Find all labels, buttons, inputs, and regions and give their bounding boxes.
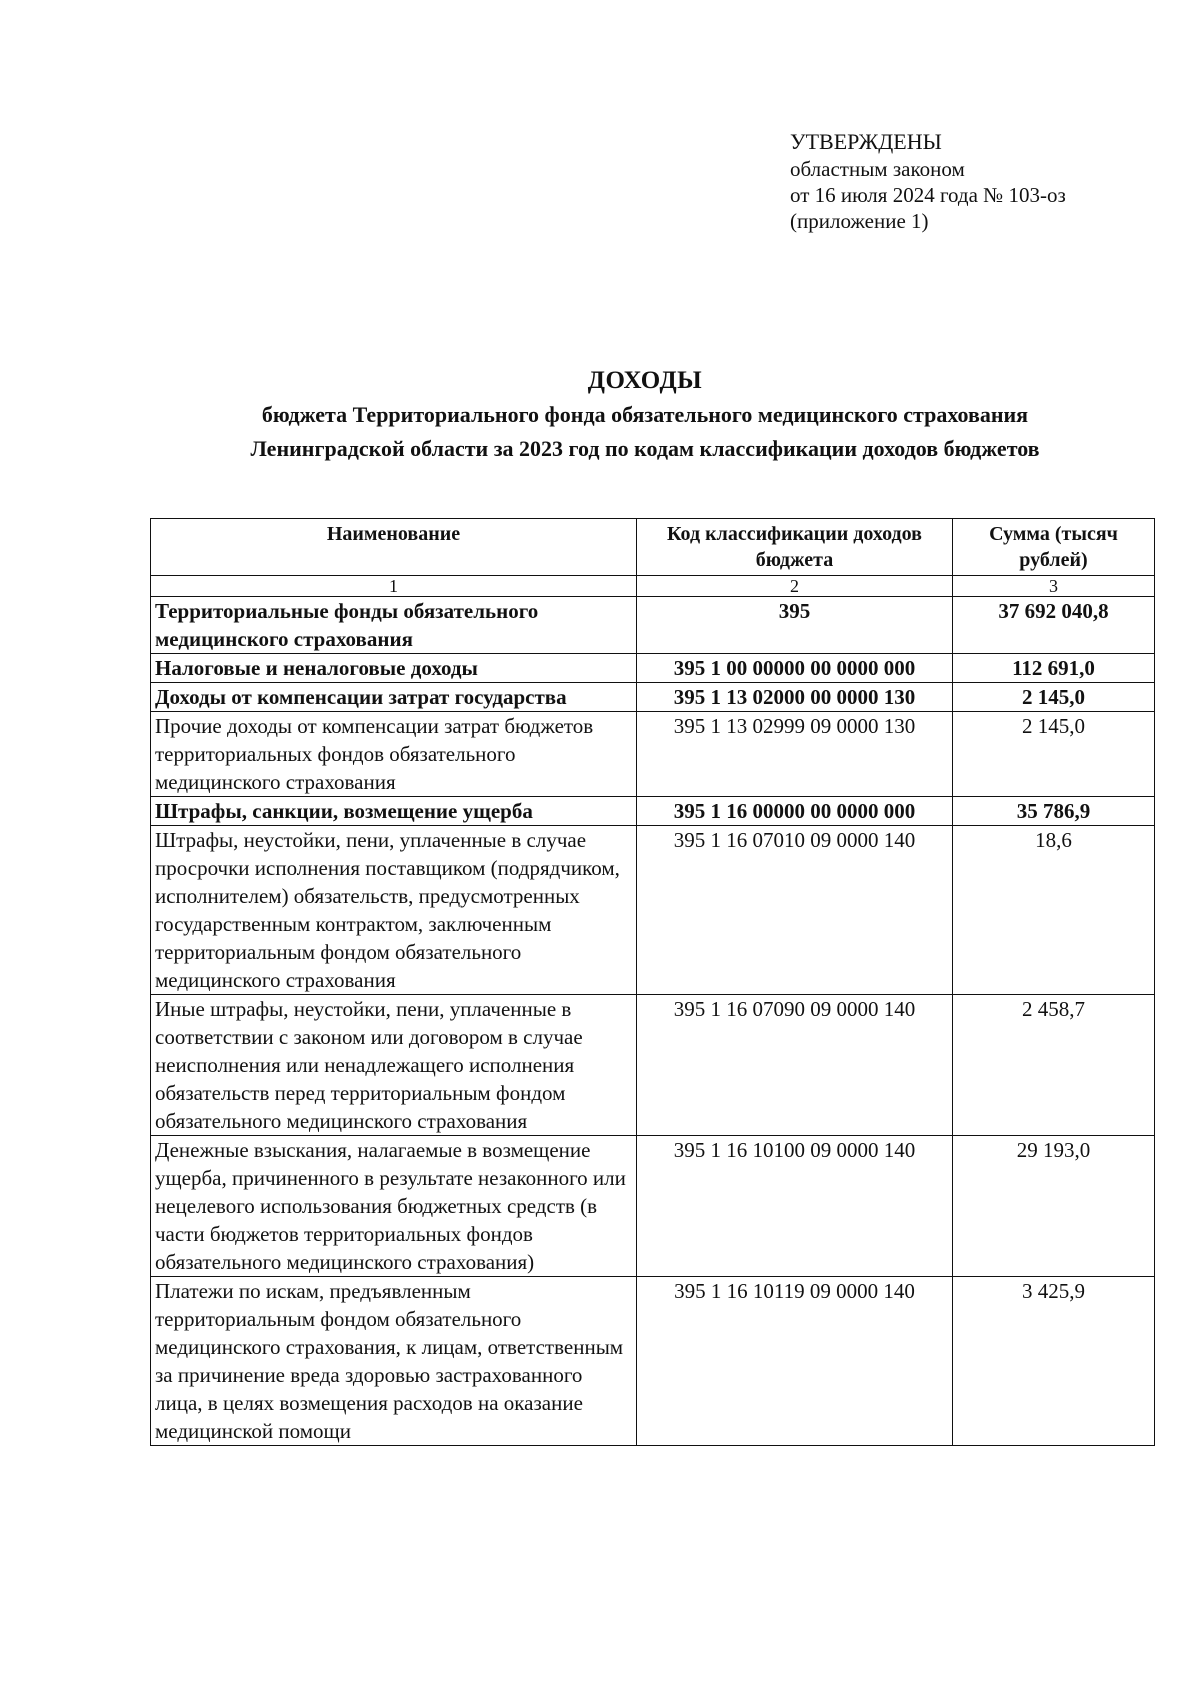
column-number: 2: [637, 576, 953, 597]
cell-code: 395 1 16 07090 09 0000 140: [637, 995, 953, 1136]
table-header-row: [151, 519, 1155, 576]
cell-amount: 2 145,0: [953, 683, 1155, 712]
cell-amount: 37 692 040,8: [953, 597, 1155, 654]
cell-name: Штрафы, неустойки, пени, уплаченные в случае просрочки исполнения поставщиком (подрядчиком, исполнителем) обязательств, предусмотренных государственным контрактом, заключенным территориальным фондом обязательного медицинского страхования: [151, 826, 637, 995]
table-row: [151, 683, 1155, 712]
approval-line-2: от 16 июля 2024 года № 103-оз: [790, 183, 1066, 207]
cell-amount: 2 458,7: [953, 995, 1155, 1136]
document-title: [0, 366, 1200, 464]
header-amount: Сумма (тысяч рублей): [953, 519, 1155, 576]
approval-line-1: областным законом: [790, 157, 965, 181]
table-row: [151, 826, 1155, 995]
cell-amount: 3 425,9: [953, 1277, 1155, 1446]
table-row: [151, 712, 1155, 797]
header-code: Код классификации доходов бюджета: [637, 519, 953, 576]
title-subtitle-1: бюджета Территориального фонда обязательного медицинского страхования: [261, 402, 1029, 427]
cell-name: Доходы от компенсации затрат государства: [151, 683, 637, 712]
table-row: [151, 654, 1155, 683]
cell-code: 395 1 13 02999 09 0000 130: [637, 712, 953, 797]
cell-code: 395 1 16 00000 00 0000 000: [637, 797, 953, 826]
cell-name: Территориальные фонды обязательного медицинского страхования: [151, 597, 637, 654]
approval-stamp: [790, 128, 1066, 234]
cell-code: 395: [637, 597, 953, 654]
cell-amount: 18,6: [953, 826, 1155, 995]
table-row: [151, 995, 1155, 1136]
table-row: [151, 1136, 1155, 1277]
cell-amount: 2 145,0: [953, 712, 1155, 797]
table-row: [151, 597, 1155, 654]
cell-code: 395 1 16 10119 09 0000 140: [637, 1277, 953, 1446]
column-number: 1: [151, 576, 637, 597]
table-row: [151, 1277, 1155, 1446]
cell-code: 395 1 13 02000 00 0000 130: [637, 683, 953, 712]
cell-code: 395 1 16 07010 09 0000 140: [637, 826, 953, 995]
cell-name: Прочие доходы от компенсации затрат бюджетов территориальных фондов обязательного медицинского страхования: [151, 712, 637, 797]
cell-code: 395 1 00 00000 00 0000 000: [637, 654, 953, 683]
cell-code: 395 1 16 10100 09 0000 140: [637, 1136, 953, 1277]
header-name: Наименование: [151, 519, 637, 576]
table-row: [151, 797, 1155, 826]
column-number: 3: [953, 576, 1155, 597]
cell-name: Иные штрафы, неустойки, пени, уплаченные в соответствии с законом или договором в случае неисполнения или ненадлежащего исполнения обязательств перед территориальным фондом обязательного медицинского страхования: [151, 995, 637, 1136]
column-number-row: [151, 576, 1155, 597]
cell-name: Денежные взыскания, налагаемые в возмещение ущерба, причиненного в результате незаконного или нецелевого использования бюджетных средств (в части бюджетов территориальных фондов обязательного медицинского страхования): [151, 1136, 637, 1277]
cell-amount: 29 193,0: [953, 1136, 1155, 1277]
title-main: ДОХОДЫ: [587, 367, 703, 394]
cell-name: Платежи по искам, предъявленным территориальным фондом обязательного медицинского страхования, к лицам, ответственным за причинение вреда здоровью застрахованного лица, в целях возмещения расходов на оказание медицинской помощи: [151, 1277, 637, 1446]
cell-amount: 35 786,9: [953, 797, 1155, 826]
approval-line-3: (приложение 1): [790, 209, 929, 233]
cell-amount: 112 691,0: [953, 654, 1155, 683]
approval-heading: УТВЕРЖДЕНЫ: [790, 129, 942, 154]
income-table: [150, 518, 1155, 1446]
cell-name: Налоговые и неналоговые доходы: [151, 654, 637, 683]
title-subtitle-2: Ленинградской области за 2023 год по кодам классификации доходов бюджетов: [250, 436, 1040, 461]
cell-name: Штрафы, санкции, возмещение ущерба: [151, 797, 637, 826]
